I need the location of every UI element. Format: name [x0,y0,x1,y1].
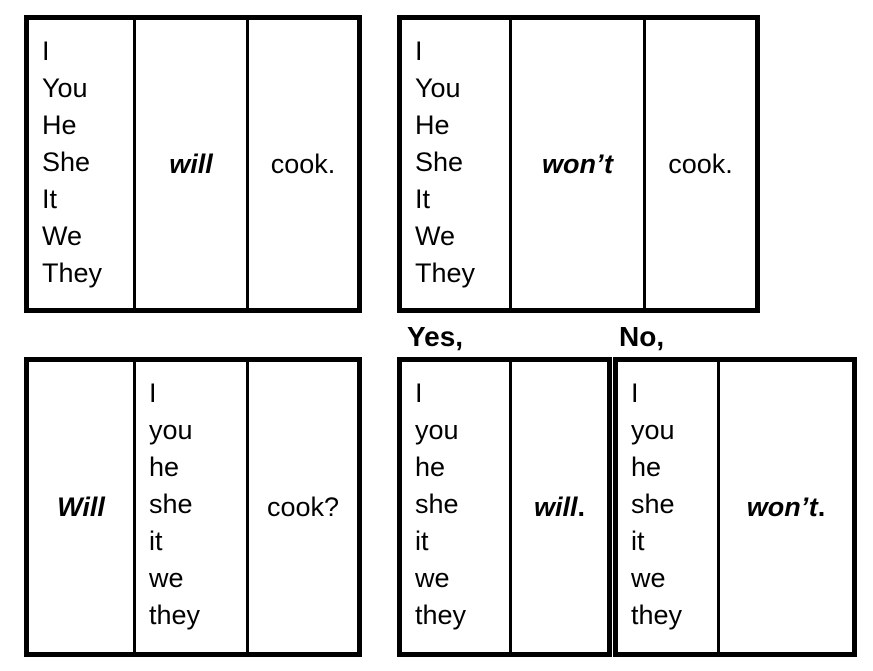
pronoun-line: It [42,184,58,214]
pronoun-line: I [415,378,423,408]
pronoun-line: I [149,378,157,408]
complement-text: cook. [668,148,733,179]
table-short-answer-yes [397,357,612,657]
complement-cell [249,20,357,308]
no-label: No, [619,321,665,352]
pronoun-column [618,362,720,652]
pronoun-line: you [415,415,459,445]
verb-cell [136,20,249,308]
pronoun-line: it [415,526,429,556]
complement-text: cook? [266,491,340,522]
pronoun-line: We [42,221,83,251]
complement-cell [249,362,357,652]
pronoun-line: She [42,147,91,177]
pronoun-line: it [149,526,163,556]
pronoun-line: They [415,258,476,288]
pronoun-column [402,20,512,308]
verb-cell [512,362,607,652]
pronoun-line: she [631,489,675,519]
pronoun-line: we [415,563,450,593]
table-will-affirmative [24,15,362,313]
complement-text: cook. [270,148,336,179]
pronoun-line: You [42,73,88,103]
pronoun-line: I [631,378,639,408]
pronoun-line: He [415,110,450,140]
verb-cell [29,362,136,652]
pronoun-line: they [149,600,201,630]
period: . [817,491,826,522]
pronoun-line: they [415,600,467,630]
pronoun-line: It [415,184,431,214]
pronoun-line: we [631,563,666,593]
pronoun-line: I [42,36,50,66]
table-will-question [24,357,362,657]
verb-will-question: Will [57,491,105,522]
pronoun-line: it [631,526,645,556]
pronoun-line: she [149,489,193,519]
pronoun-line: She [415,147,464,177]
yes-label: Yes, [407,321,464,352]
pronoun-line: you [631,415,675,445]
verb-will-short: will [533,491,578,522]
pronoun-line: He [42,110,77,140]
pronoun-column [402,362,512,652]
pronoun-column [136,362,249,652]
pronoun-line: she [415,489,459,519]
verb-cell [720,362,852,652]
pronoun-line: They [42,258,103,288]
verb-wont: won’t [542,148,613,179]
table-will-negative [397,15,760,313]
table-short-answer-no [613,357,857,657]
verb-will: will [169,148,213,179]
pronoun-line: we [149,563,184,593]
pronoun-line: he [149,452,180,482]
pronoun-line: You [415,73,461,103]
pronoun-line: you [149,415,193,445]
pronoun-line: he [415,452,446,482]
pronoun-line: I [415,36,423,66]
complement-cell [646,20,755,308]
verb-cell [512,20,646,308]
pronoun-line: they [631,600,683,630]
pronoun-column [29,20,136,308]
pronoun-line: We [415,221,456,251]
period: . [577,491,586,522]
verb-wont-short: won’t [746,491,818,522]
pronoun-line: he [631,452,662,482]
